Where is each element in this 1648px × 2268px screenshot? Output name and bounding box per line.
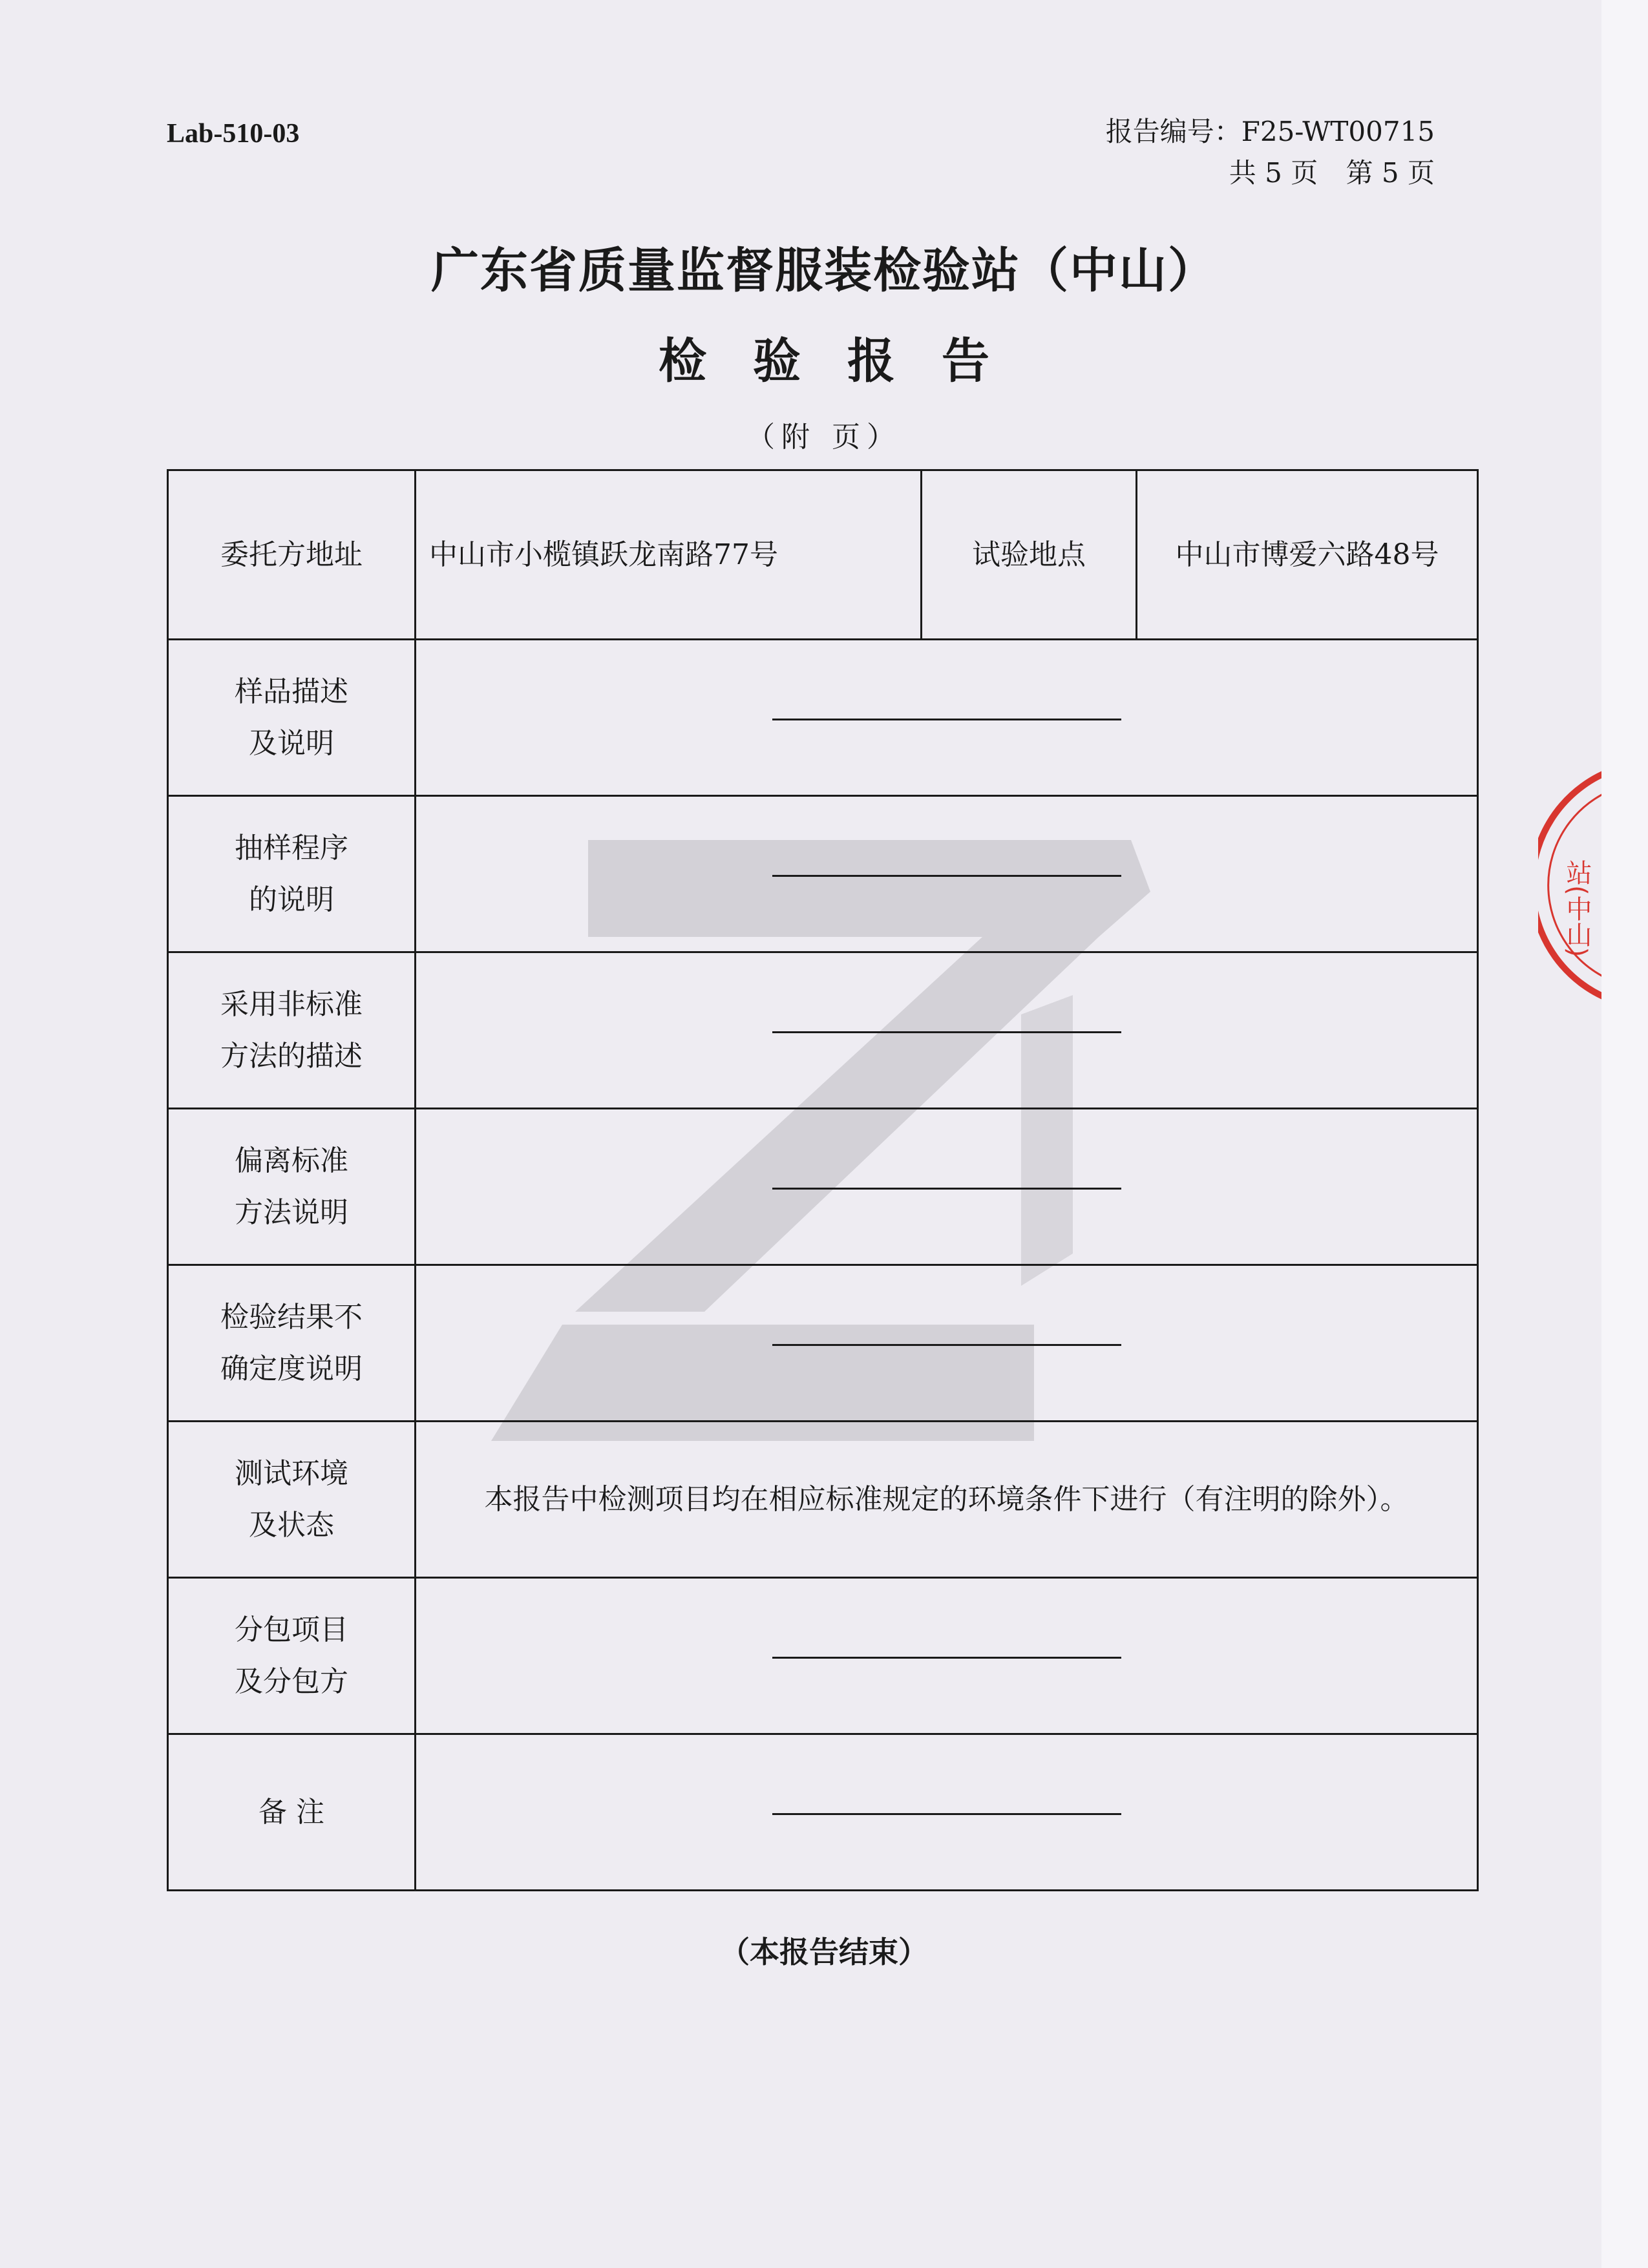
row-value	[416, 1109, 1478, 1265]
row-value	[416, 1734, 1478, 1891]
row-label	[168, 640, 416, 796]
appendix-table	[167, 469, 1479, 1891]
page-count	[1106, 152, 1435, 194]
test-site-value: 中山市博爱六路48号	[1137, 470, 1478, 640]
row-label-line1: 备 注	[259, 1795, 324, 1829]
row-label-line2: 方法说明	[235, 1195, 348, 1229]
row-label	[168, 952, 416, 1109]
seal-text: 站(中山)	[1562, 859, 1592, 958]
table-row	[168, 1109, 1478, 1265]
row-label-line2: 及说明	[249, 726, 334, 760]
row-label-line2: 及分包方	[235, 1664, 348, 1698]
table-row-client	[168, 470, 1478, 640]
table-row	[168, 1265, 1478, 1422]
row-label	[168, 1109, 416, 1265]
row-value	[416, 1578, 1478, 1734]
current-page: 第 5 页	[1346, 157, 1435, 189]
row-label-line2: 确定度说明	[220, 1352, 363, 1385]
row-label-line1: 测试环境	[235, 1456, 348, 1490]
row-label-line1: 采用非标准	[220, 987, 363, 1021]
row-label	[168, 796, 416, 952]
scan-margin	[1601, 0, 1648, 2268]
row-label-line1: 检验结果不	[220, 1300, 363, 1334]
row-label-line2: 及状态	[249, 1508, 334, 1542]
report-number-block	[1106, 111, 1435, 194]
report-end-note: （本报告结束）	[720, 1935, 928, 1969]
client-address-label: 委托方地址	[168, 470, 416, 640]
row-label-line1: 分包项目	[235, 1613, 348, 1646]
blank-dash	[772, 719, 1121, 720]
table-row	[168, 1734, 1478, 1891]
document-code: Lab-510-03	[167, 119, 300, 149]
row-label	[168, 1265, 416, 1422]
row-label-line1: 抽样程序	[235, 831, 348, 865]
row-value	[416, 1265, 1478, 1422]
table-row	[168, 640, 1478, 796]
page-title: 广东省质量监督服装检验站（中山）	[431, 243, 1217, 299]
blank-dash	[772, 875, 1121, 877]
test-site-label: 试验地点	[922, 470, 1137, 640]
row-value	[416, 640, 1478, 796]
blank-dash	[772, 1188, 1121, 1190]
total-pages: 共 5 页	[1229, 157, 1318, 189]
test-environment-statement: 本报告中检测项目均在相应标准规定的环境条件下进行（有注明的除外）。	[416, 1422, 1478, 1578]
blank-dash	[772, 1657, 1121, 1659]
blank-dash	[772, 1813, 1121, 1815]
row-value	[416, 952, 1478, 1109]
row-label-line2: 方法的描述	[220, 1039, 363, 1073]
table-row	[168, 1422, 1478, 1578]
blank-dash	[772, 1344, 1121, 1346]
report-number: 报告编号：F25-WT00715	[1105, 116, 1435, 147]
table-row	[168, 1578, 1478, 1734]
row-label-line2: 的说明	[249, 883, 334, 916]
blank-dash	[772, 1031, 1121, 1033]
client-address-value: 中山市小榄镇跃龙南路77号	[416, 470, 922, 640]
row-value	[416, 796, 1478, 952]
row-label-line1: 样品描述	[235, 675, 348, 708]
row-label	[168, 1422, 416, 1578]
appendix-label: （附 页）	[746, 421, 902, 454]
table-row	[168, 952, 1478, 1109]
table-row	[168, 796, 1478, 952]
row-label-line1: 偏离标准	[235, 1144, 348, 1177]
report-subtitle: 检验报告	[659, 333, 1036, 389]
row-label	[168, 1734, 416, 1891]
row-label	[168, 1578, 416, 1734]
